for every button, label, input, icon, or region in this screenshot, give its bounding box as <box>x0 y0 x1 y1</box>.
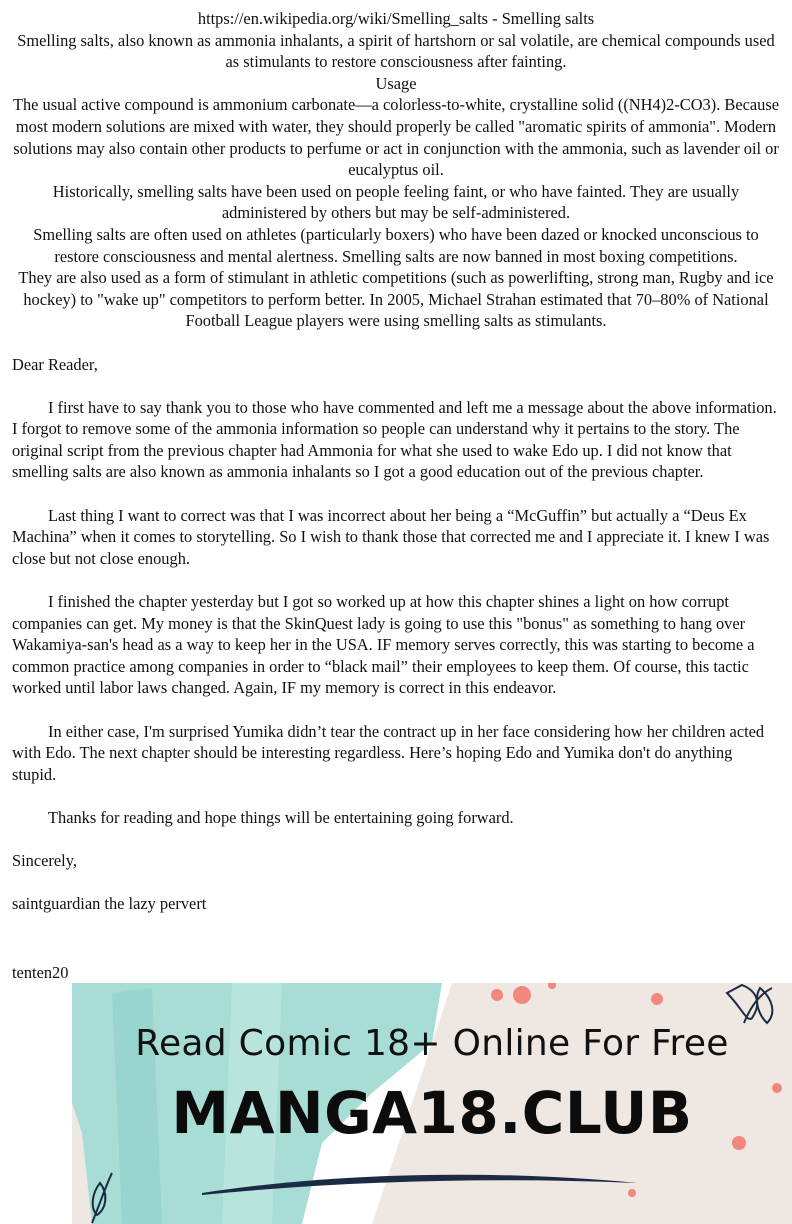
letter-salutation: Dear Reader, <box>12 354 98 374</box>
banner-brand-logo[interactable]: MANGA18.CLUB <box>171 1079 693 1147</box>
wiki-paragraph: The usual active compound is ammonium carbonate—a colorless-to-white, crystalline solid ((NH4)2-CO3). Because most modern solutions are mixed with water, they should properly be called "aromatic spirits of ammonia". Modern solutions may also contain other products to perfume or act in conjunction with the ammonia, such as lavender oil or eucalyptus oil. <box>12 95 780 180</box>
pink-dot <box>628 1189 636 1197</box>
wiki-paragraph: Smelling salts are often used on athletes (particularly boxers) who have been dazed or knocked unconscious to restore consciousness and mental alertness. Smelling salts are now banned in most boxing competitions. <box>33 224 759 266</box>
signature-name: saintguardian the lazy pervert <box>12 894 207 914</box>
usage-heading: Usage <box>375 73 417 93</box>
pink-dot <box>491 989 503 1001</box>
wiki-paragraph: They are also used as a form of stimulant in athletic competitions (such as powerlifting, strong man, Rugby and ice hockey) to "wake up" competitors to perform better. In 2005, Michael Strahan estimated that 70–80% of National Football League players were using smelling salts as stimulants. <box>18 268 774 331</box>
promo-banner[interactable] <box>72 983 792 1224</box>
wiki-excerpt <box>12 8 780 332</box>
source-link-line[interactable]: https://en.wikipedia.org/wiki/Smelling_salts - Smelling salts <box>197 9 595 28</box>
letter-paragraph: Thanks for reading and hope things will be entertaining going forward. <box>48 807 514 827</box>
pink-dot <box>513 986 531 1004</box>
pink-dot <box>651 993 663 1005</box>
signature-handle: tenten20 <box>12 963 69 982</box>
author-letter <box>12 354 780 915</box>
wiki-paragraph: Historically, smelling salts have been used on people feeling faint, or who have fainted. They are usually administered by others but may be self-administered. <box>52 181 740 223</box>
document-body <box>12 8 780 937</box>
signature-secondary <box>12 962 68 984</box>
letter-closing: Sincerely, <box>12 851 77 871</box>
letter-paragraph: I finished the chapter yesterday but I got so worked up at how this chapter shines a light on how corrupt companies can get. My money is that the SkinQuest lady is going to use this "bonus" as something to hang over Wakamiya-san's head as a way to keep her in the USA. IF memory serves correctly, this was starting to become a common practice among companies in order to “black mail” their employees to keep them. Of course, this tactic worked until labor laws changed. Again, IF my memory is correct in this endeavor. <box>12 592 755 698</box>
wiki-intro: Smelling salts, also known as ammonia inhalants, a spirit of hartshorn or sal volatile, are chemical compounds used as stimulants to restore consciousness after fainting. <box>17 30 775 72</box>
letter-paragraph: Last thing I want to correct was that I was incorrect about her being a “McGuffin” but actually a “Deus Ex Machina” when it comes to storytelling. So I wish to thank those that corrected me and I appreciate it. I knew I was close but not close enough. <box>12 505 770 568</box>
letter-paragraph: In either case, I'm surprised Yumika didn’t tear the contract up in her face considering how her children acted with Edo. The next chapter should be interesting regardless. Here’s hoping Edo and Yumika don't do anything stupid. <box>12 721 765 784</box>
letter-paragraph: I first have to say thank you to those who have commented and left me a message about the above information. I forgot to remove some of the ammonia information so people can understand why it pertains to the story. The original script from the previous chapter had Ammonia for what she used to wake Edo up. I did not know that smelling salts are also known as ammonia inhalants so I got a good education out of the previous chapter. <box>12 397 777 482</box>
banner-tagline: Read Comic 18+ Online For Free <box>135 1023 729 1064</box>
